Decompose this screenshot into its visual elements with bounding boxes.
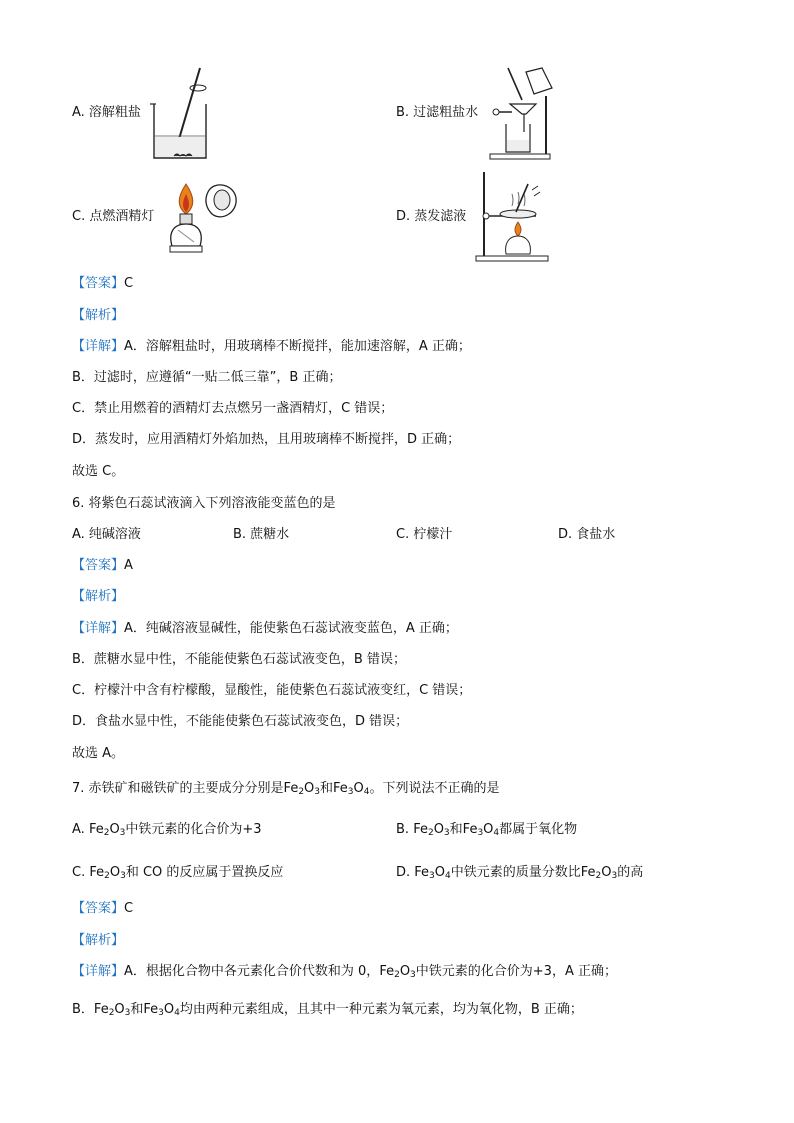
dissolving-beaker-figure	[148, 66, 212, 162]
q7-detail-b: B．$Fe_2O_3$和$Fe_3O_4$均由两种元素组成，且其中一种元素为氧元素，均为氧化物，B 正确；	[72, 1002, 583, 1018]
alcohol-lamp-figure	[164, 180, 244, 260]
q6-option-a: A. 纯碱溶液	[72, 527, 141, 542]
q6-detail-d: D．食盐水显中性，不能能使紫色石蕊试液变色，D 错误；	[72, 714, 409, 729]
formula-fe3o4: $Fe_3O_4$	[333, 781, 370, 797]
formula-fe2o3: $Fe_2O_3$	[283, 781, 321, 797]
formula-fe2o3: $Fe_2O_3$	[88, 822, 126, 838]
q6-option-d: D. 食盐水	[558, 527, 616, 542]
q6-answer-value: A	[124, 558, 133, 573]
q7-analysis-label: 【解析】	[72, 933, 125, 948]
formula-fe2o3: $Fe_2O_3$	[413, 822, 450, 838]
q5-option-b: B. 过滤粗盐水	[396, 105, 479, 120]
q5-option-c: C. 点燃酒精灯	[72, 209, 155, 224]
q6-option-c: C. 柠檬汁	[396, 527, 453, 542]
q5-option-d: D. 蒸发滤液	[396, 209, 467, 224]
q5-detail-d: D．蒸发时，应用酒精灯外焰加热，且用玻璃棒不断搅拌，D 正确；	[72, 432, 461, 447]
q6-answer-line: 【答案】A	[72, 558, 133, 573]
q6-analysis-label: 【解析】	[72, 589, 125, 604]
q7-detail-a: 【详解】A．根据化合物中各元素化合价代数和为 0，$Fe_2O_3$中铁元素的化合价为+3，A 正确；	[72, 964, 617, 980]
q5-option-a: A. 溶解粗盐	[72, 105, 141, 120]
q7-option-d: D. $Fe_3O_4$中铁元素的质量分数比$Fe_2O_3$的高	[396, 865, 644, 881]
q5-answer-value: C	[124, 276, 134, 291]
evaporation-figure	[472, 168, 552, 264]
q5-detail-b: B．过滤时，应遵循“一贴二低三靠”，B 正确；	[72, 370, 342, 385]
q7-answer-value: C	[124, 901, 134, 916]
q7-option-a: A. $Fe_2O_3$中铁元素的化合价为+3	[72, 822, 262, 838]
q7-option-c: C. $Fe_2O_3$和 CO 的反应属于置换反应	[72, 865, 284, 881]
q5-detail-c: C．禁止用燃着的酒精灯去点燃另一盏酒精灯，C 错误；	[72, 401, 394, 416]
formula-fe2o3: $Fe_2O_3$	[580, 865, 618, 881]
formula-fe2o3: $Fe_2O_3$	[89, 865, 126, 881]
detail-tag: 【详解】	[72, 339, 125, 354]
q6-question: 6. 将紫色石蕊试液滴入下列溶液能变蓝色的是	[72, 496, 336, 511]
q5-answer-line	[72, 275, 133, 293]
q7-question: 7. 赤铁矿和磁铁矿的主要成分分别是$Fe_2O_3$和$Fe_3O_4$。下列说法不正确的是	[72, 781, 500, 797]
q6-detail-b: B．蔗糖水显中性，不能能使紫色石蕊试液变色，B 错误；	[72, 652, 406, 667]
q6-detail-c: C．柠檬汁中含有柠檬酸，显酸性，能使紫色石蕊试液变红，C 错误；	[72, 683, 472, 698]
q6-detail-a: 【详解】A．纯碱溶液显碱性，能使紫色石蕊试液变蓝色，A 正确；	[72, 621, 458, 636]
formula-fe3o4: $Fe_3O_4$	[414, 865, 451, 881]
q7-option-b: B. $Fe_2O_3$和$Fe_3O_4$都属于氧化物	[396, 822, 578, 838]
formula-fe2o3: $Fe_2O_3$	[379, 964, 416, 980]
q5-detail-a: 【详解】A．溶解粗盐时，用玻璃棒不断搅拌，能加速溶解，A 正确；	[72, 339, 471, 354]
formula-fe3o4: $Fe_3O_4$	[462, 822, 500, 838]
q5-analysis-label: 【解析】	[72, 308, 125, 323]
q7-answer-line: 【答案】C	[72, 901, 134, 916]
q6-conclusion: 故选 A。	[72, 746, 125, 761]
filtration-figure	[486, 66, 558, 162]
formula-fe3o4: $Fe_3O_4$	[143, 1002, 180, 1018]
q6-option-b: B. 蔗糖水	[233, 527, 290, 542]
formula-fe2o3: $Fe_2O_3$	[93, 1002, 131, 1018]
q5-conclusion: 故选 C。	[72, 464, 125, 479]
answer-tag: 【答案】	[72, 276, 125, 291]
